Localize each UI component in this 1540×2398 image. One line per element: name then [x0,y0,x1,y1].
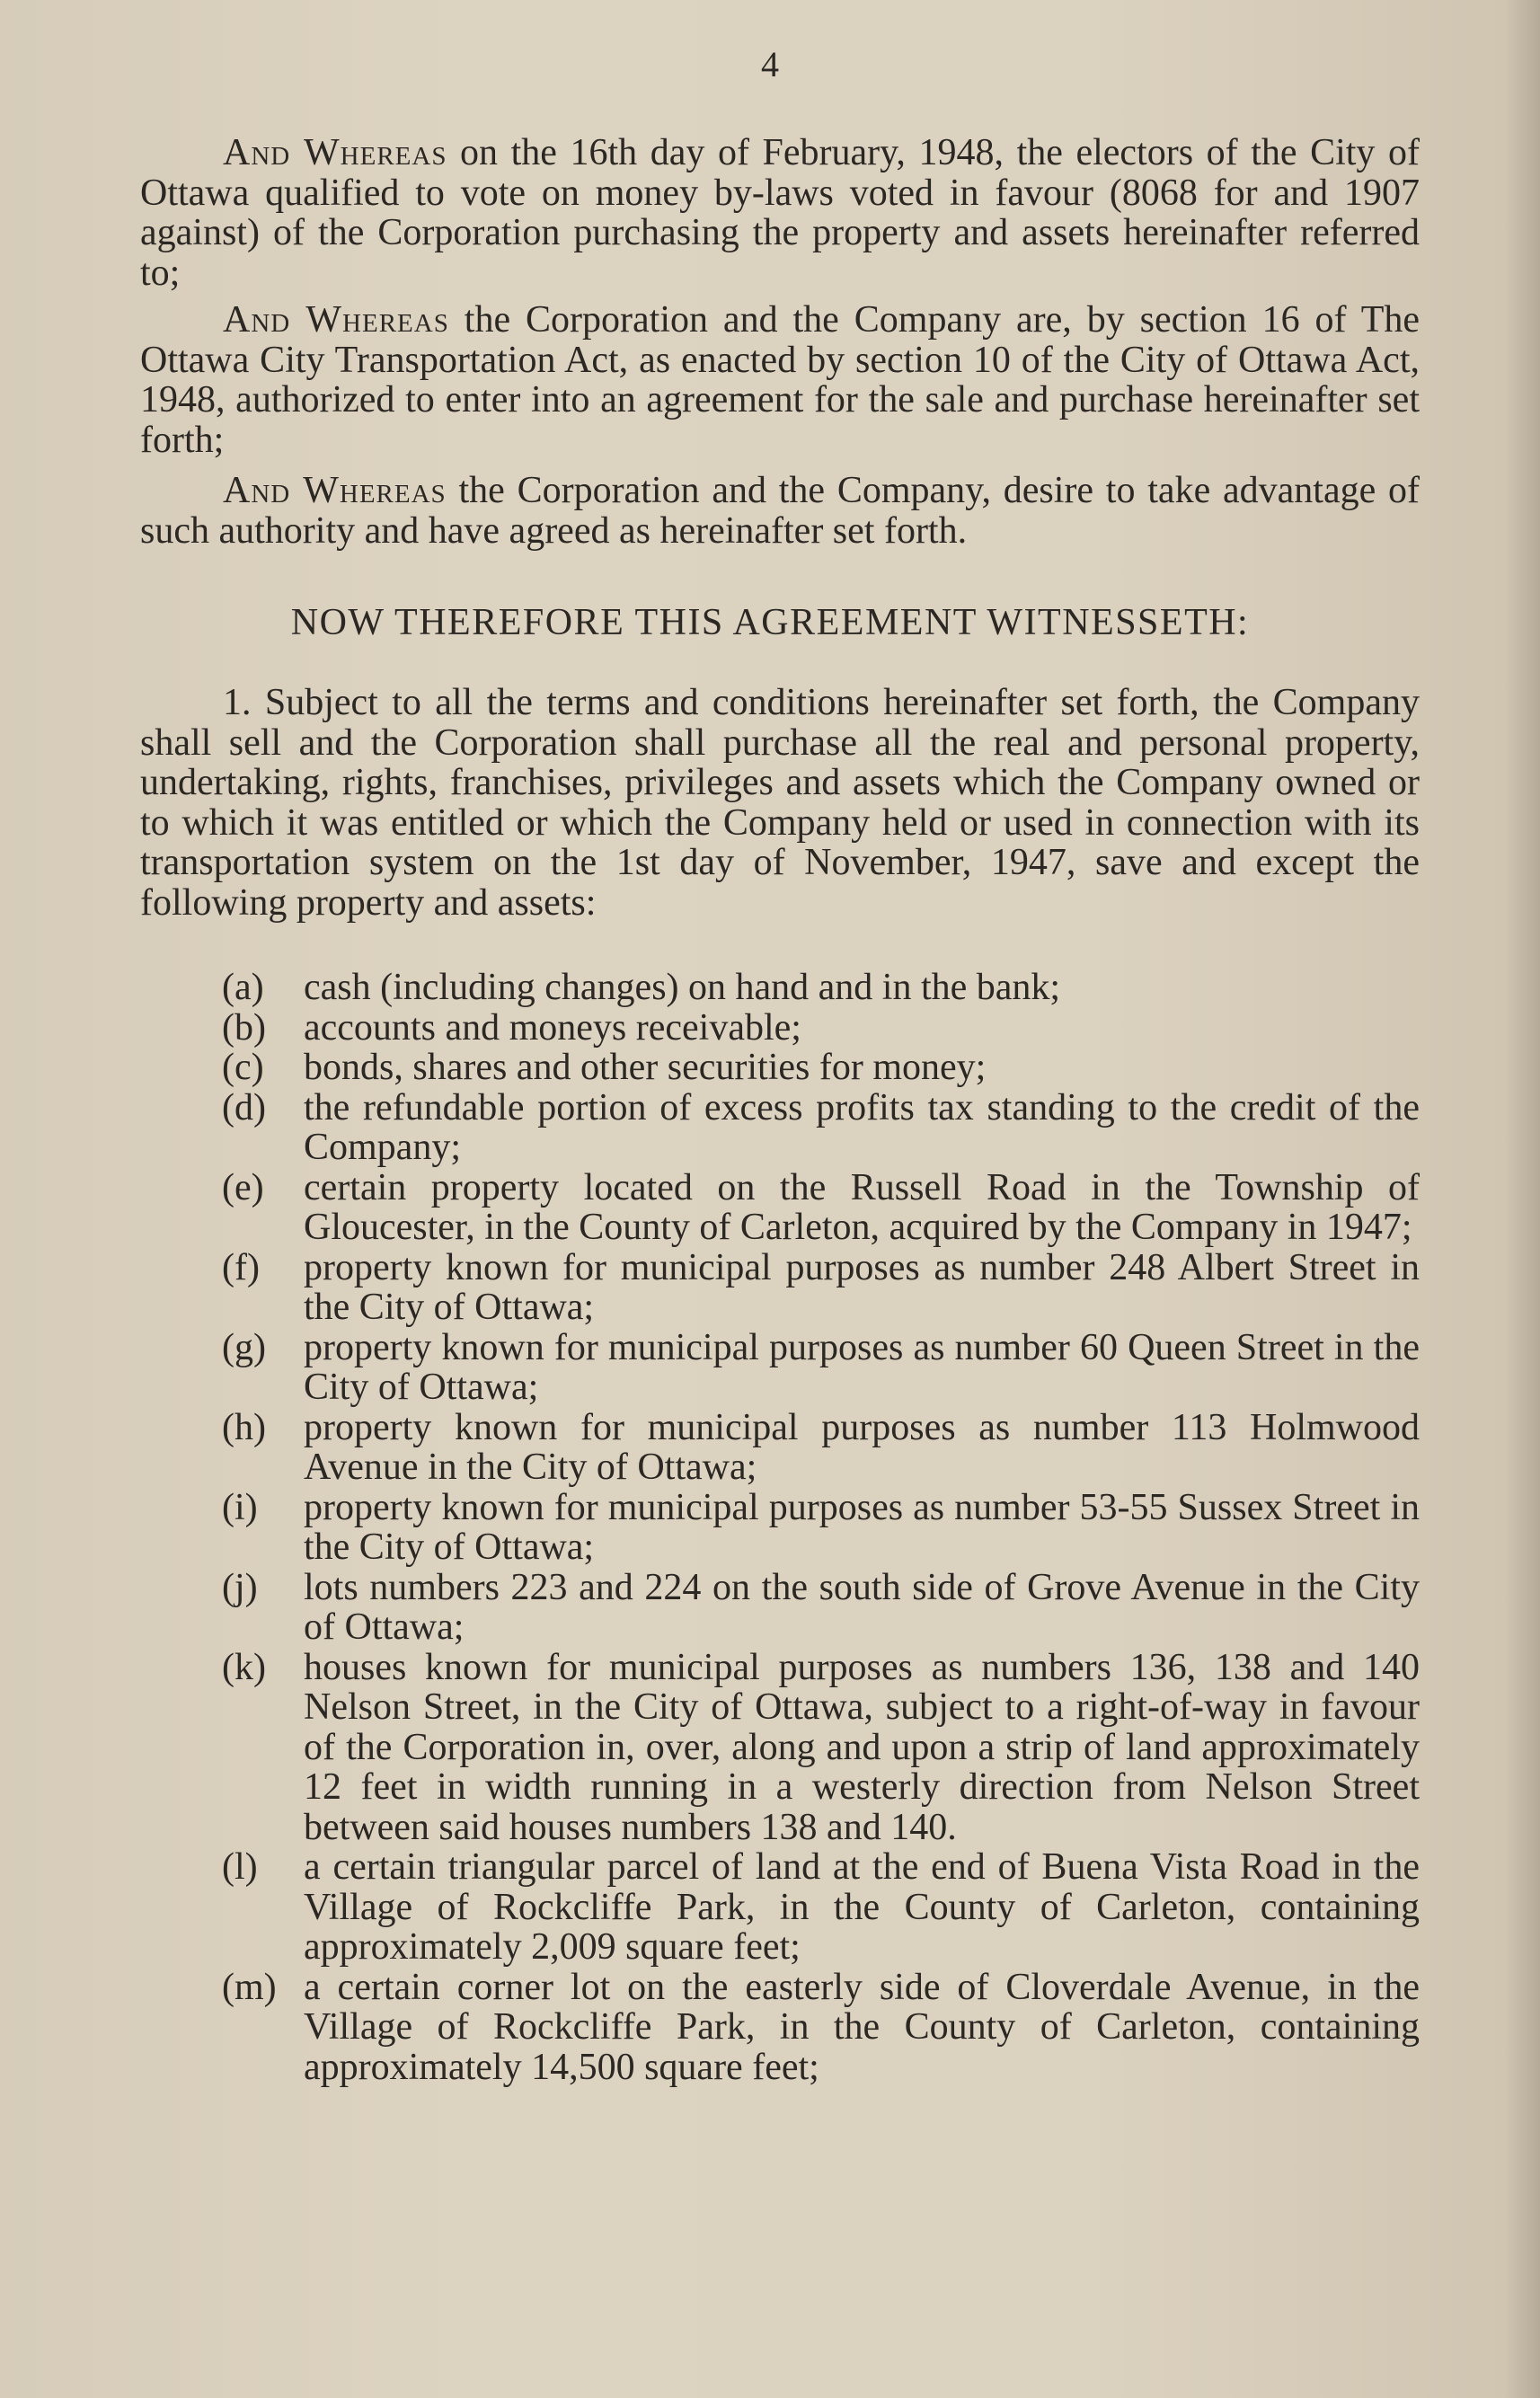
whereas-paragraph-3 [140,471,1420,551]
list-item [140,1847,1420,1968]
item-text: the refundable portion of excess profits tax standing to the credit of the Company; [304,1086,1420,1168]
whereas-text: on the 16th day of February, 1948, the electors of the City of Ottawa qualified to vote on money by-laws voted in favour (8068 for and 1907 against) of the Corporation purchasing the property and assets hereinafter referred to; [140,132,1420,294]
list-item [140,1088,1420,1168]
item-label: (f) [222,1246,260,1288]
item-label: (m) [222,1966,277,2008]
list-item [140,1568,1420,1648]
list-item [140,1968,1420,2088]
list-item [140,968,1420,1008]
list-item [140,1648,1420,1848]
page-edge-shadow [1504,0,1540,2398]
clause-1 [140,683,1420,923]
item-text: property known for municipal purposes as number 53-55 Sussex Street in the City of Ottawa; [304,1486,1420,1568]
item-text: property known for municipal purposes as number 113 Holmwood Avenue in the City of Ottawa; [304,1406,1420,1488]
item-label: (h) [222,1406,266,1448]
item-text: property known for municipal purposes as number 248 Albert Street in the City of Ottawa; [304,1246,1420,1328]
list-item [140,1248,1420,1328]
item-label: (a) [222,967,264,1008]
item-label: (b) [222,1006,266,1049]
item-text: property known for municipal purposes as number 60 Queen Street in the City of Ottawa; [304,1326,1420,1408]
list-item [140,1008,1420,1049]
list-item [140,1048,1420,1088]
whereas-lead: And Whereas [223,132,447,173]
item-label: (c) [222,1047,264,1088]
item-text: a certain triangular parcel of land at the end of Buena Vista Road in the Village of Rockcliffe Park, in the County of Carleton, containing approximately 2,009 square feet; [304,1846,1420,1968]
item-label: (e) [222,1166,264,1208]
item-text: a certain corner lot on the easterly side of Cloverdale Avenue, in the Village of Rockcliffe Park, in the County of Carleton, containing approximately 14,500 square feet; [304,1966,1420,2088]
item-text: certain property located on the Russell Road in the Township of Gloucester, in the County of Carleton, acquired by the Company in 1947; [304,1166,1420,1248]
list-item [140,1328,1420,1408]
list-item [140,1168,1420,1248]
item-label: (k) [222,1646,266,1688]
item-label: (l) [222,1846,258,1888]
whereas-lead: And Whereas [223,299,449,341]
whereas-paragraph-2 [140,300,1420,460]
whereas-lead: And Whereas [223,470,447,511]
item-text: houses known for municipal purposes as numbers 136, 138 and 140 Nelson Street, in the City of Ottawa, subject to a right-of-way in favour of the Corporation in, over, along and upon a strip of land approximately 12 feet in width running in a westerly direction from Nelson Street between said houses numbers 138 and 140. [304,1646,1420,1848]
whereas-text: the Corporation and the Company, desire to take advantage of such authority and have agreed as hereinafter set forth. [140,470,1421,552]
item-label: (j) [222,1566,258,1608]
page-number: 4 [761,44,779,84]
list-item [140,1488,1420,1568]
clause-1-text: 1. Subject to all the terms and conditions hereinafter set forth, the Company shall sell and the Corporation shall purchase all the real and personal property, undertaking, rights, franchises, privileges and assets which the Company owned or to which it was entitled or which the Company held or used in connection with its transportation system on the 1st day of November, 1947, save and except the following property and assets: [140,682,1420,924]
item-text: accounts and moneys receivable; [304,1006,801,1049]
item-text: bonds, shares and other securities for money; [304,1047,987,1088]
item-text: cash (including changes) on hand and in the bank; [304,967,1061,1008]
whereas-text: the Corporation and the Company are, by section 16 of The Ottawa City Transportation Act, as enacted by section 10 of the City of Ottawa Act, 1948, authorized to enter into an agreement for the sale and purchase hereinafter set forth; [140,299,1420,461]
list-item [140,1408,1420,1488]
item-label: (d) [222,1086,266,1128]
item-label: (g) [222,1326,266,1368]
item-text: lots numbers 223 and 224 on the south side of Grove Avenue in the City of Ottawa; [304,1566,1420,1648]
whereas-paragraph-1 [140,133,1420,293]
exceptions-list [140,968,1420,2087]
section-heading: NOW THEREFORE THIS AGREEMENT WITNESSETH: [290,602,1250,643]
item-label: (i) [222,1486,258,1528]
